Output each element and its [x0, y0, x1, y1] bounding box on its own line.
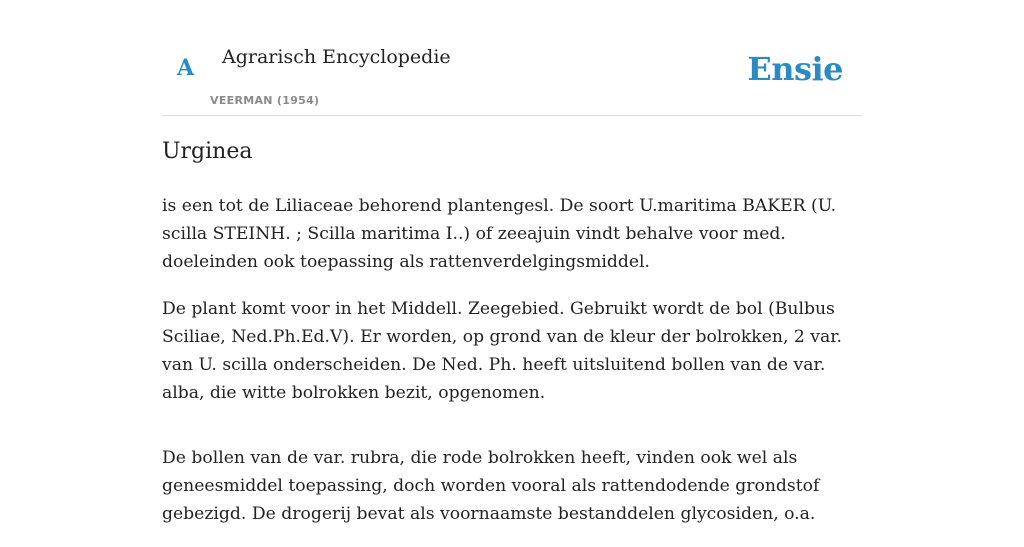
page-container — [162, 0, 862, 524]
article-paragraph: is een tot de Liliaceae behorend plantengesl. De soort U.maritima BAKER (U. scilla STEINH. ; Scilla maritima I..) of zeeajuin vindt behalve voor med. doeleinden ook toepassing als rattenverdelgingsmiddel. — [162, 196, 837, 272]
header — [162, 0, 862, 116]
article-paragraph: De bollen van de var. rubra, die rode bolrokken heeft, vinden ook wel als geneesmiddel toepassing, doch worden vooral als rattendodende grondstof gebezigd. De drogerij bevat als voornaamste bestanddelen glycosiden, o.a. — [162, 448, 820, 524]
article-paragraph: De plant komt voor in het Middell. Zeegebied. Gebruikt wordt de bol (Bulbus Sciliae, Ned.Ph.Ed.V). Er worden, op grond van de kleur der bolrokken, 2 var. van U. scilla onderscheiden. De Ned. Ph. heeft uitsluitend bollen van de var. alba, die witte bolrokken bezit, opgenomen. — [162, 299, 843, 403]
article-title: Urginea — [162, 139, 253, 164]
book-author-year: VEERMAN (1954) — [210, 94, 320, 107]
book-title-link[interactable]: Agrarisch Encyclopedie — [222, 46, 451, 68]
letter-index-link[interactable]: A — [177, 55, 195, 81]
article-body — [162, 192, 862, 547]
ensie-logo-link[interactable]: Ensie — [747, 50, 843, 88]
